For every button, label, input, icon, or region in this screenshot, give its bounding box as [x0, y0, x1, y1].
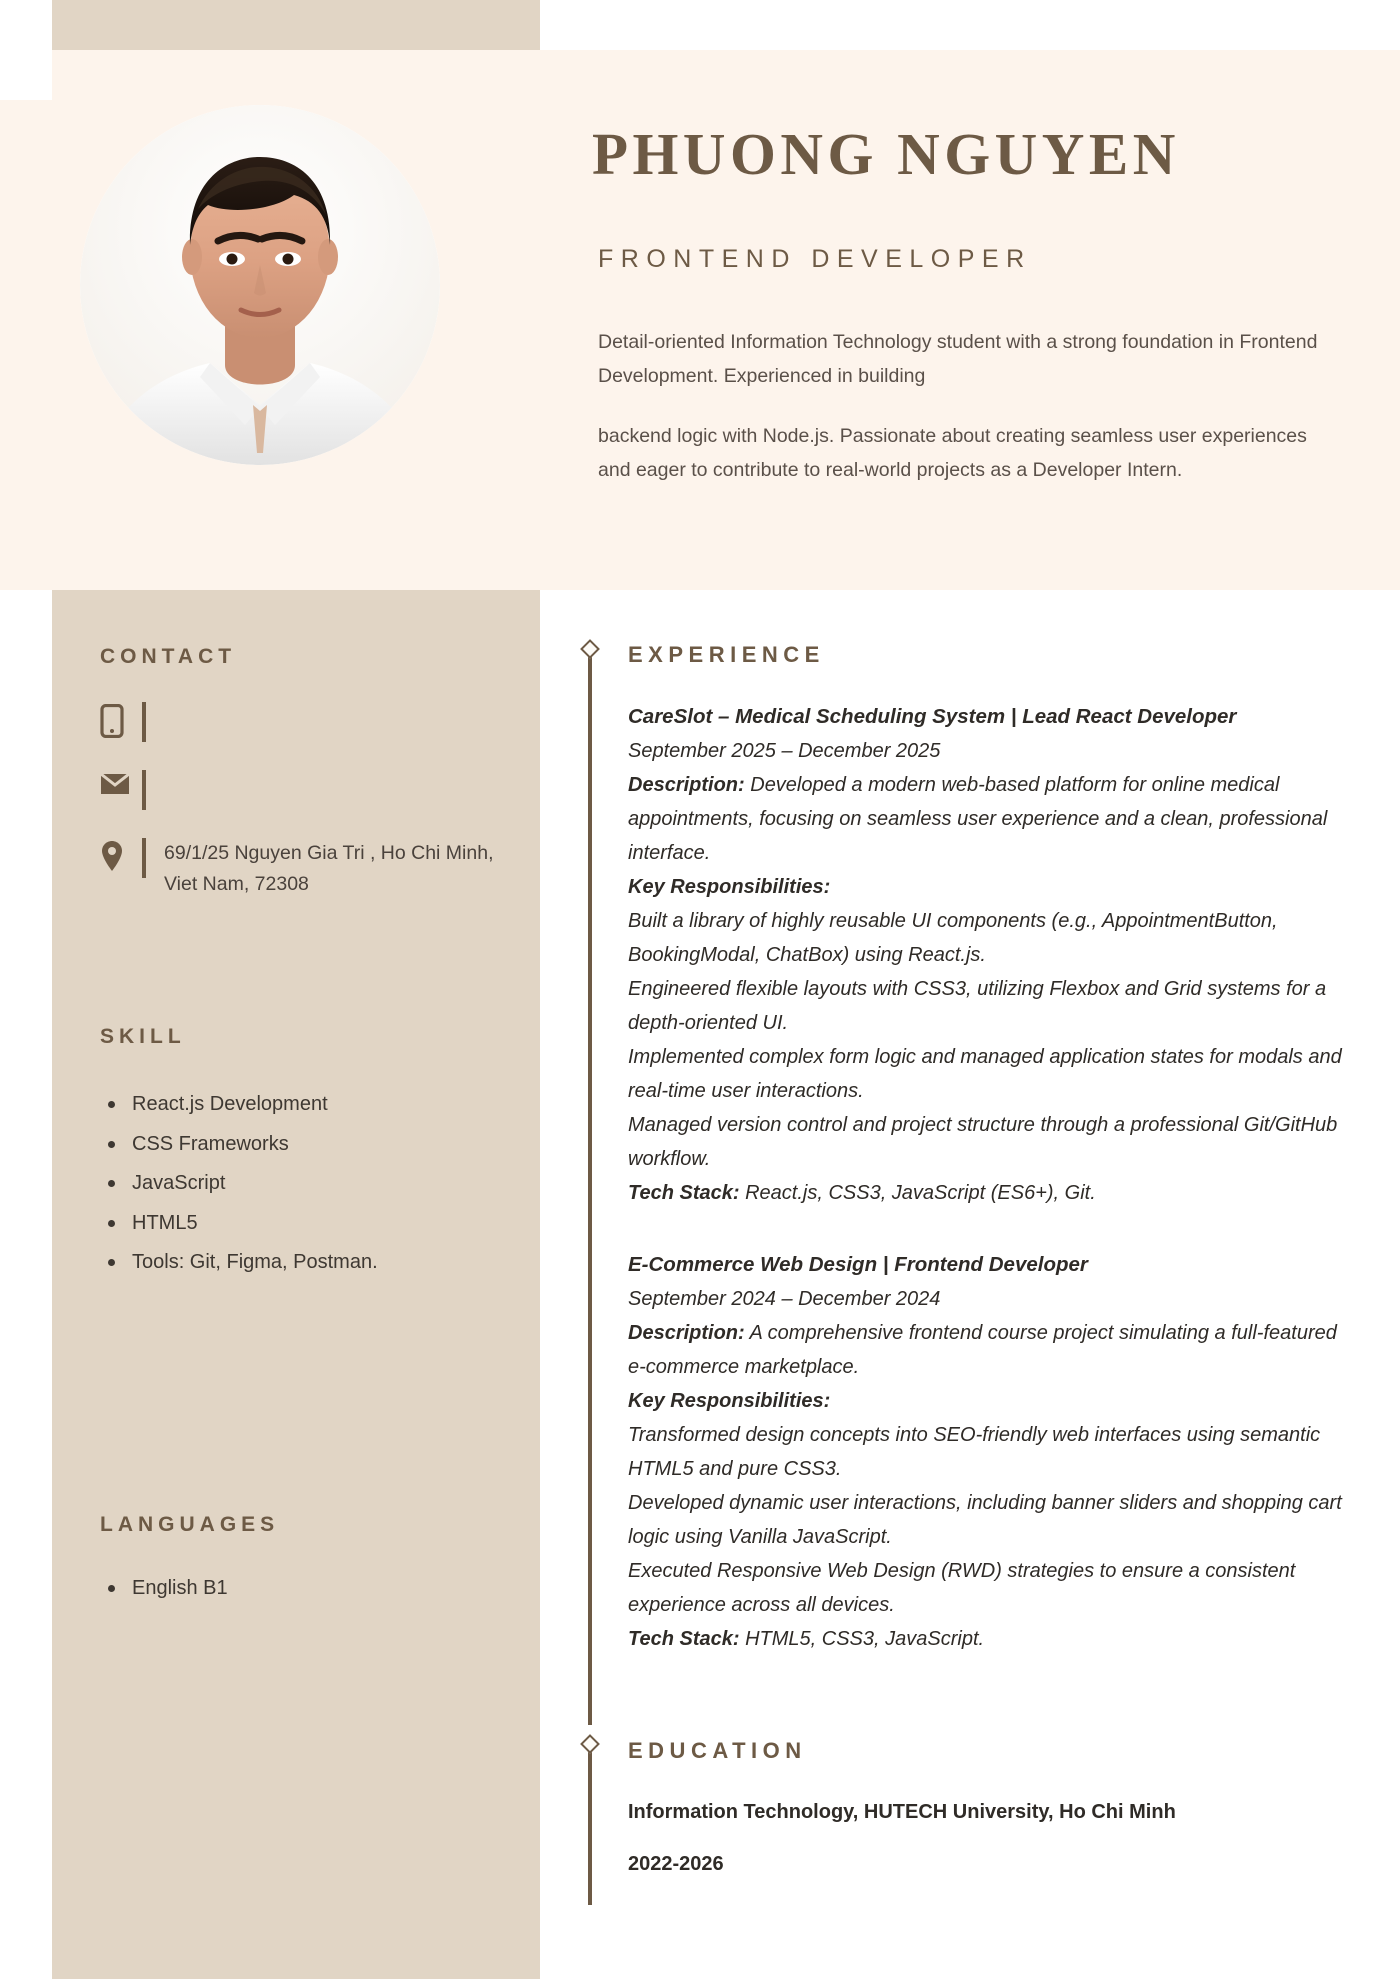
responsibility-item: Managed version control and project structure through a professional Git/GitHub workflow.: [628, 1114, 1338, 1170]
responsibilities-label-text: Key Responsibilities:: [628, 876, 831, 898]
tech-stack-label: Tech Stack:: [628, 1628, 740, 1650]
timeline-marker-experience: [580, 639, 600, 659]
contact-item-phone: [100, 700, 500, 746]
responsibilities-label: [628, 1384, 1344, 1418]
header-corner-notch: [0, 50, 52, 100]
phone-icon: [100, 700, 134, 738]
list-item: JavaScript: [100, 1167, 500, 1200]
responsibilities-label: [628, 870, 1344, 904]
education-section-heading: EDUCATION: [628, 1738, 807, 1763]
job-description: [628, 768, 1344, 870]
avatar: [80, 105, 440, 465]
list-item: English B1: [100, 1572, 500, 1605]
tech-stack-text: React.js, CSS3, JavaScript (ES6+), Git.: [739, 1182, 1096, 1204]
tech-stack-label: Tech Stack:: [628, 1182, 740, 1204]
responsibility-item: Built a library of highly reusable UI components (e.g., AppointmentButton, BookingModal, ChatBox) using React.js.: [628, 910, 1278, 966]
job-title: E-Commerce Web Design | Frontend Developer: [628, 1253, 1088, 1276]
responsibility-item: Executed Responsive Web Design (RWD) strategies to ensure a consistent experience across all devices.: [628, 1560, 1296, 1616]
responsibility-item: Developed dynamic user interactions, including banner sliders and shopping cart logic using Vanilla JavaScript.: [628, 1492, 1342, 1548]
job-date: September 2024 – December 2024: [628, 1288, 941, 1310]
job-description: [628, 1316, 1344, 1384]
email-icon: [100, 768, 134, 796]
responsibility-item: Implemented complex form logic and managed application states for modals and real-time user interactions.: [628, 1046, 1342, 1102]
tech-stack: [628, 1176, 1344, 1210]
contact-divider: [142, 838, 146, 878]
experience-entry: [628, 1248, 1344, 1656]
summary-paragraph-1: Detail-oriented Information Technology student with a strong foundation in Frontend Development. Experienced in building: [598, 331, 1318, 387]
description-label: Description:: [628, 1322, 745, 1344]
tech-stack-text: HTML5, CSS3, JavaScript.: [739, 1628, 985, 1650]
contact-list: [100, 700, 500, 922]
skill-section-heading: SKILL: [100, 1025, 186, 1048]
languages-list: [100, 1572, 500, 1612]
list-item: Tools: Git, Figma, Postman.: [100, 1246, 500, 1279]
list-item: HTML5: [100, 1207, 500, 1240]
education-entry: Information Technology, HUTECH University, Ho Chi Minh: [628, 1801, 1176, 1823]
top-accent-strip: [52, 0, 540, 50]
experience-list: [628, 700, 1344, 1694]
description-text: Developed a modern web-based platform for online medical appointments, focusing on seamless user experience and a clean, professional interface.: [628, 774, 1328, 864]
contact-divider: [142, 770, 146, 810]
responsibility-item: Transformed design concepts into SEO-friendly web interfaces using semantic HTML5 and pure CSS3.: [628, 1424, 1321, 1480]
list-item: CSS Frameworks: [100, 1128, 500, 1161]
contact-value-address: 69/1/25 Nguyen Gia Tri , Ho Chi Minh, Viet Nam, 72308: [164, 842, 494, 895]
summary-paragraph-2: backend logic with Node.js. Passionate about creating seamless user experiences and eager to contribute to real-world projects as a Developer Intern.: [598, 425, 1307, 481]
timeline-marker-education: [580, 1734, 600, 1754]
job-title: CareSlot – Medical Scheduling System | Lead React Developer: [628, 705, 1237, 728]
job-role-subtitle: FRONTEND DEVELOPER: [598, 245, 1032, 273]
education-list: [628, 1795, 1344, 1899]
responsibilities-label-text: Key Responsibilities:: [628, 1390, 831, 1412]
description-label: Description:: [628, 774, 745, 796]
job-date: September 2025 – December 2025: [628, 740, 941, 762]
page-title: PHUONG NGUYEN: [592, 121, 1180, 187]
list-item: React.js Development: [100, 1088, 500, 1121]
education-years: 2022-2026: [628, 1853, 724, 1875]
profile-summary: [598, 325, 1338, 487]
responsibility-item: Engineered flexible layouts with CSS3, utilizing Flexbox and Grid systems for a depth-oriented UI.: [628, 978, 1327, 1034]
contact-item-email: [100, 768, 500, 814]
description-text: A comprehensive frontend course project simulating a full-featured e-commerce marketplace.: [628, 1322, 1337, 1378]
languages-section-heading: LANGUAGES: [100, 1513, 280, 1536]
experience-entry: [628, 700, 1344, 1210]
experience-section-heading: EXPERIENCE: [628, 642, 825, 667]
location-icon: [100, 836, 134, 872]
contact-item-address: [100, 836, 500, 900]
profile-photo: [80, 105, 440, 465]
contact-section-heading: CONTACT: [100, 645, 237, 668]
contact-divider: [142, 702, 146, 742]
tech-stack: [628, 1622, 1344, 1656]
timeline-line-experience: [588, 650, 592, 1725]
skill-list: [100, 1088, 500, 1286]
timeline-line-education: [588, 1745, 592, 1905]
